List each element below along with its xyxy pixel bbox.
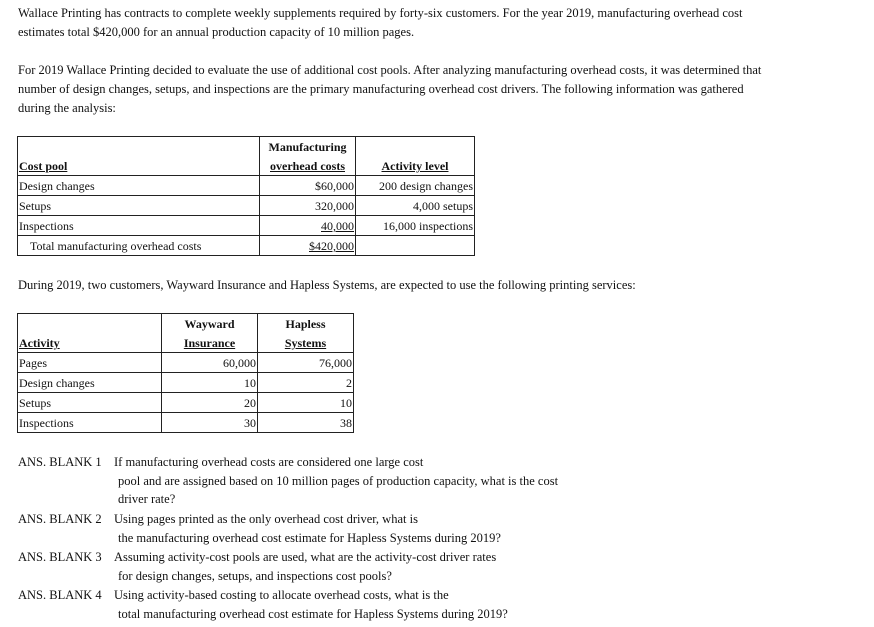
hapless-cell: 2 xyxy=(258,373,354,393)
cost-cell: 320,000 xyxy=(260,196,356,216)
hapless-cell: 10 xyxy=(258,393,354,413)
header-wayward-line1: Wayward xyxy=(162,314,258,334)
question-text-rest: the manufacturing overhead cost estimate for Hapless Systems during 2019? xyxy=(118,530,501,545)
table-row xyxy=(18,353,354,373)
header-cell-blank xyxy=(18,137,260,157)
wayward-cell: 60,000 xyxy=(162,353,258,373)
usage-intro-paragraph: During 2019, two customers, Wayward Insurance and Hapless Systems, are expected to use the following printing services: xyxy=(18,278,636,292)
header-cell-blank xyxy=(356,137,475,157)
header-activity-level: Activity level xyxy=(356,156,475,176)
cost-pool-cell: Setups xyxy=(18,196,260,216)
empty-cell xyxy=(356,236,475,256)
header-wayward-line2: Insurance xyxy=(162,333,258,353)
activity-cell: Setups xyxy=(18,393,162,413)
table-row xyxy=(18,176,475,196)
activity-cell: Pages xyxy=(18,353,162,373)
question-text-line1: Assuming activity-cost pools are used, what are the activity-cost driver rates xyxy=(114,550,497,564)
total-cost: $420,000 xyxy=(260,236,356,256)
hapless-cell: 76,000 xyxy=(258,353,354,373)
question-text-rest: for design changes, setups, and inspections cost pools? xyxy=(118,568,392,583)
header-cost-pool: Cost pool xyxy=(18,156,260,176)
table-row xyxy=(18,216,475,236)
header-mfg-overhead-costs: overhead costs xyxy=(260,156,356,176)
header-hapless-line1: Hapless xyxy=(258,314,354,334)
activity-level-cell: 4,000 setups xyxy=(356,196,475,216)
table-row xyxy=(18,196,475,216)
table-row xyxy=(18,373,354,393)
header-hapless-line2: Systems xyxy=(258,333,354,353)
table-total-row xyxy=(18,236,475,256)
wayward-cell: 20 xyxy=(162,393,258,413)
answer-blank-label: ANS. BLANK 1 xyxy=(18,455,102,469)
intro-paragraph-2: For 2019 Wallace Printing decided to evaluate the use of additional cost pools. After analyzing manufacturing overhead costs, it was determined that number of design changes, setups, and inspections are the primary manufacturing overhead cost drivers. The following information was gathered during the analysis: xyxy=(18,63,762,115)
cost-pool-table xyxy=(17,136,475,256)
activity-cell: Design changes xyxy=(18,373,162,393)
answer-blank-label: ANS. BLANK 3 xyxy=(18,550,102,564)
activity-cell: Inspections xyxy=(18,413,162,433)
question-text-line1: If manufacturing overhead costs are considered one large cost xyxy=(114,455,424,469)
question-text-rest: pool and are assigned based on 10 million pages of production capacity, what is the cost driver rate? xyxy=(118,473,559,506)
wayward-cell: 10 xyxy=(162,373,258,393)
table-header-row xyxy=(18,314,354,334)
total-label: Total manufacturing overhead costs xyxy=(18,236,260,256)
wayward-cell: 30 xyxy=(162,413,258,433)
question-text-line1: Using activity-based costing to allocate overhead costs, what is the xyxy=(114,588,449,602)
intro-paragraph-1: Wallace Printing has contracts to complete weekly supplements required by forty-six customers. For the year 2019, manufacturing overhead cost estimates total $420,000 for an annual production capacity of 10 million pages. xyxy=(18,6,743,39)
table-header-row xyxy=(18,156,475,176)
question-text-line1: Using pages printed as the only overhead cost driver, what is xyxy=(114,512,418,526)
header-cell-mfg-line1: Manufacturing xyxy=(260,137,356,157)
header-activity: Activity xyxy=(18,333,162,353)
cost-pool-cell: Design changes xyxy=(18,176,260,196)
table-header-row xyxy=(18,333,354,353)
table-header-row xyxy=(18,137,475,157)
activity-level-cell: 200 design changes xyxy=(356,176,475,196)
table-row xyxy=(18,413,354,433)
cost-pool-cell: Inspections xyxy=(18,216,260,236)
header-cell-blank xyxy=(18,314,162,334)
question-text-rest: total manufacturing overhead cost estimate for Hapless Systems during 2019? xyxy=(118,606,508,621)
activity-usage-table xyxy=(17,313,354,433)
answer-blank-label: ANS. BLANK 4 xyxy=(18,588,102,602)
cost-cell: $60,000 xyxy=(260,176,356,196)
cost-cell: 40,000 xyxy=(260,216,356,236)
answer-blank-label: ANS. BLANK 2 xyxy=(18,512,102,526)
activity-level-cell: 16,000 inspections xyxy=(356,216,475,236)
hapless-cell: 38 xyxy=(258,413,354,433)
table-row xyxy=(18,393,354,413)
